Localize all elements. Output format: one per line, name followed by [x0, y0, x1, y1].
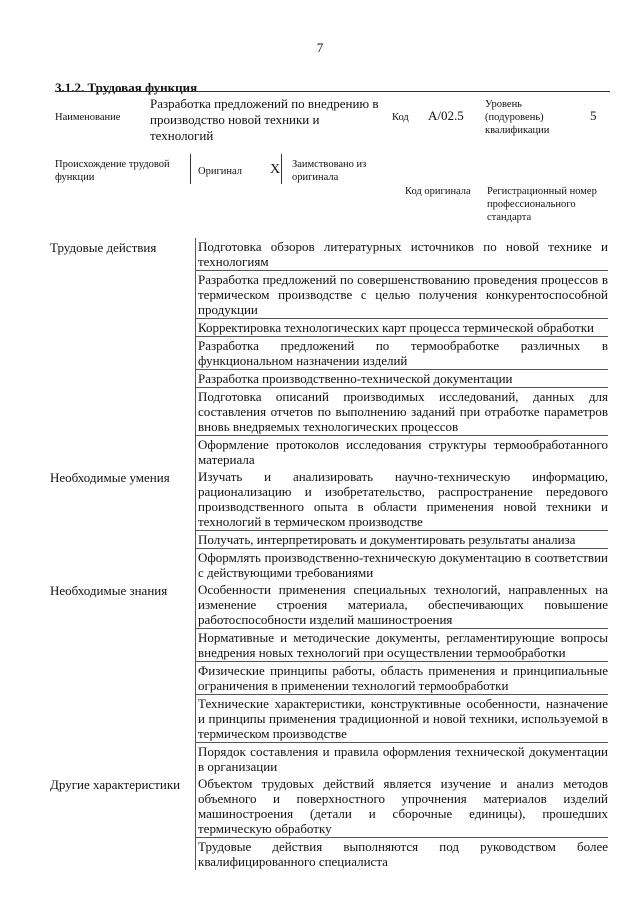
row-items [195, 468, 608, 581]
table-row-other [50, 775, 610, 870]
list-item: Технические характеристики, конструктивные особенности, назначение и принципы применения традиционной и новой техники, используемой в термическом производстве [198, 696, 608, 741]
list-item: Разработка производственно-технической документации [196, 370, 608, 388]
function-name: Разработка предложений по внедрению в производство новой техники и технологий [150, 96, 379, 143]
page-number: 7 [316, 40, 324, 55]
list-item: Подготовка описаний производимых исследований, данных для составления отчетов по выполнению заданий при отработке параметров вновь внедряемых технологических процессов [198, 389, 608, 434]
list-item: Подготовка обзоров литературных источников по новой технике и технологиям [198, 239, 608, 269]
qualification-level-value: 5 [590, 108, 597, 123]
row-label: Трудовые действия [50, 240, 157, 255]
table-row-knowledge [50, 581, 610, 775]
list-item: Получать, интерпретировать и документировать результаты анализа [196, 531, 608, 549]
header-divider [55, 91, 610, 92]
list-item: Трудовые действия выполняются под руководством более квалифицированного специалиста [198, 839, 608, 869]
function-code: A/02.5 [428, 108, 464, 123]
row-label: Необходимые знания [50, 583, 168, 598]
list-item: Разработка предложений по термообработке различных в функциональном назначении изделий [198, 338, 608, 368]
list-item: Порядок составления и правила оформления технической документации в организации [198, 744, 608, 774]
list-item: Изучать и анализировать научно-техническую информацию, рационализацию и изобретательство, распространение передового производственного опыта в области применения новой техники и технологий в термическом производстве [198, 469, 608, 529]
table-row-labor-actions [50, 238, 610, 468]
code-label: Код [392, 112, 409, 123]
list-item: Оформление протоколов исследования структуры термообработанного материала [198, 437, 608, 467]
list-item: Корректировка технологических карт процесса термической обработки [196, 319, 608, 337]
origin-label: Происхождение трудовой функции [55, 159, 170, 183]
name-label: Наименование [55, 112, 121, 123]
row-label: Другие характеристики [50, 777, 181, 792]
original-label: Оригинал [198, 166, 242, 177]
list-item: Нормативные и методические документы, регламентирующие вопросы внедрения новых технологий при осуществлении термообработки [198, 630, 608, 660]
row-label: Необходимые умения [50, 470, 170, 485]
row-items [195, 238, 608, 468]
borrowed-label: Заимствовано из оригинала [292, 159, 367, 183]
section-title: 3.1.2. Трудовая функция [55, 80, 198, 95]
code-original-label: Код оригинала [405, 186, 471, 197]
list-item: Оформлять производственно-техническую документацию в соответствии с действующими требованиями [198, 550, 608, 580]
list-item: Особенности применения специальных технологий, направленных на изменение строения материала, обеспечивающих повышение работоспособности изделий машиностроения [198, 582, 608, 627]
registration-number-label: Регистрационный номер профессионального стандарта [487, 186, 597, 223]
function-table [50, 238, 610, 870]
row-items [195, 775, 608, 870]
qualification-level-label: Уровень (подуровень) квалификации [485, 99, 550, 136]
list-item: Физические принципы работы, область применения и принципиальные ограничения в применении технологий термообработки [198, 663, 608, 693]
list-item: Объектом трудовых действий является изучение и анализ методов объемного и поверхностного упрочнения материалов изделий машиностроения (детали и сборочные единицы), прошедших термическую обработку [198, 776, 608, 836]
list-item: Разработка предложений по совершенствованию проведения процессов в термическом производстве с целью получения конкурентоспособной продукции [198, 272, 608, 317]
table-row-skills [50, 468, 610, 581]
row-items [195, 581, 608, 775]
original-mark: X [270, 162, 281, 177]
